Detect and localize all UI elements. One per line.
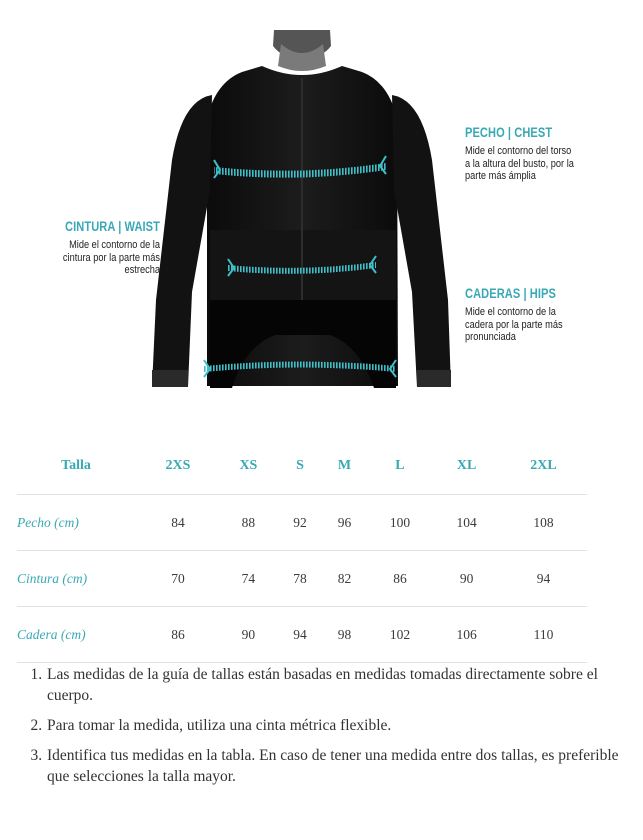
- row-label: Pecho (cm): [17, 495, 137, 551]
- chest-description: Mide el contorno del torso a la altura del busto, por la parte más ámplia: [465, 145, 574, 182]
- table-cell: 110: [500, 607, 587, 663]
- table-cell: 108: [500, 495, 587, 551]
- note-item: 2. Para tomar la medida, utiliza una cinta métrica flexible.: [46, 715, 621, 736]
- table-row: [17, 495, 587, 551]
- waist-callout: [20, 219, 160, 277]
- notes-list: [16, 664, 621, 796]
- column-header: XL: [433, 438, 500, 495]
- table-cell: 88: [219, 495, 278, 551]
- hips-title: CADERAS | HIPS: [465, 286, 556, 301]
- table-cell: 94: [278, 607, 322, 663]
- size-guide-figure: [0, 0, 643, 395]
- note-item: 3. Identifica tus medidas en la tabla. En caso de tener una medida entre dos tallas, es preferible que selecciones la talla mayor.: [46, 745, 621, 787]
- hips-description: Mide el contorno de la cadera por la parte más pronunciada: [465, 306, 563, 343]
- table-cell: 82: [322, 551, 366, 607]
- chest-callout: [465, 125, 595, 183]
- table-cell: 90: [433, 551, 500, 607]
- hips-callout: [465, 286, 595, 344]
- table-row: [17, 551, 587, 607]
- table-cell: 84: [137, 495, 219, 551]
- column-header: 2XL: [500, 438, 587, 495]
- column-header: M: [322, 438, 366, 495]
- column-header: L: [367, 438, 434, 495]
- waist-title: CINTURA | WAIST: [65, 219, 160, 234]
- row-label: Cintura (cm): [17, 551, 137, 607]
- note-item: 1. Las medidas de la guía de tallas están basadas en medidas tomadas directamente sobre el cuerpo.: [46, 664, 621, 706]
- table-row: [17, 607, 587, 663]
- row-label: Cadera (cm): [17, 607, 137, 663]
- table-cell: 102: [367, 607, 434, 663]
- table-header-row: [17, 438, 587, 495]
- table-cell: 74: [219, 551, 278, 607]
- right-arm: [392, 95, 451, 387]
- table-cell: 106: [433, 607, 500, 663]
- table-cell: 90: [219, 607, 278, 663]
- table-cell: 104: [433, 495, 500, 551]
- chest-title: PECHO | CHEST: [465, 125, 553, 140]
- waist-description: Mide el contorno de la cintura por la parte más estrecha: [62, 239, 160, 276]
- table-cell: 70: [137, 551, 219, 607]
- table-cell: 98: [322, 607, 366, 663]
- table-cell: 86: [137, 607, 219, 663]
- table-cell: 94: [500, 551, 587, 607]
- table-cell: 86: [367, 551, 434, 607]
- table-cell: 92: [278, 495, 322, 551]
- column-header: 2XS: [137, 438, 219, 495]
- column-header: S: [278, 438, 322, 495]
- left-arm: [152, 95, 212, 387]
- column-header: XS: [219, 438, 278, 495]
- table-cell: 78: [278, 551, 322, 607]
- column-header: Talla: [17, 438, 137, 495]
- table-cell: 96: [322, 495, 366, 551]
- size-table: [17, 438, 587, 663]
- table-cell: 100: [367, 495, 434, 551]
